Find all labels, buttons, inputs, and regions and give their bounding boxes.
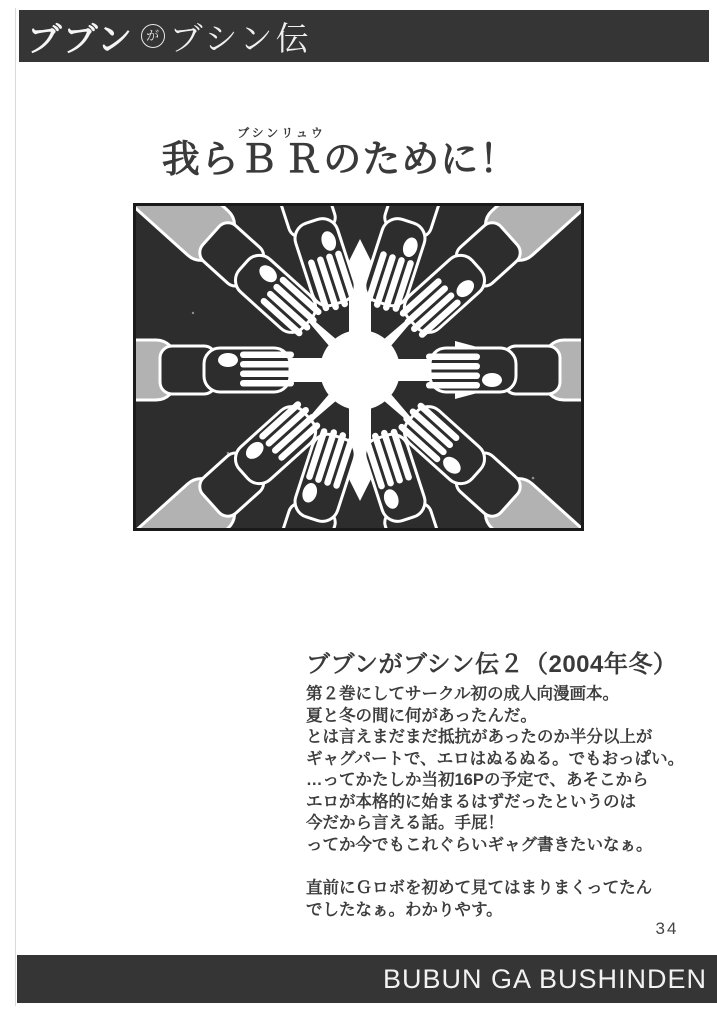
essay-line: エロが本格的に始まるはずだったというのは [306,792,636,811]
essay-line: とは言えまだまだ抵抗があったのか半分以上が [306,728,653,746]
footer-bar [17,955,717,1003]
header-bar [19,10,709,62]
essay-heading: ブブンがブシン伝２（2004年冬） [306,651,678,678]
fists-starburst-illustration [133,203,584,531]
essay-line: 第２巻にしてサークル初の成人向漫画本。 [306,685,620,703]
essay-line: ってか今でもこれぐらいギャグ書きたいなぁ。 [306,835,653,854]
page-title-ruby [237,126,326,181]
header-circled-particle: が [141,24,165,48]
page-title [40,126,640,183]
essay-block [306,644,710,921]
essay-line: 今だから言える話。手屁！ [306,814,504,832]
page-title-prefix: 我ら [161,139,240,181]
header-title-serif: ブシン伝 [169,21,312,58]
essay-line: 夏と冬の間に何があったんだ。 [306,706,537,725]
header-title-bold: ブブン [25,20,135,59]
page-edge-line [15,8,16,1006]
page-title-suffix: のために！ [323,139,519,181]
footer-title: BUBUN GA BUSHINDEN [382,963,707,994]
essay-line: でしたなぁ。わかりやす。 [306,900,503,919]
essay-line: …ってかたしか当初16Pの予定で、あそこから [306,771,649,789]
essay-line: 直前にＧロボを初めて見てはまりまくってたん [306,879,653,897]
page-title-main: ＢＲ [237,139,326,181]
page-title-furigana: ブシンリュウ [237,126,326,140]
page-number: 34 [655,919,679,938]
essay-line: ギャグパートで、エロはぬるぬる。でもおっぱい。 [306,749,685,768]
